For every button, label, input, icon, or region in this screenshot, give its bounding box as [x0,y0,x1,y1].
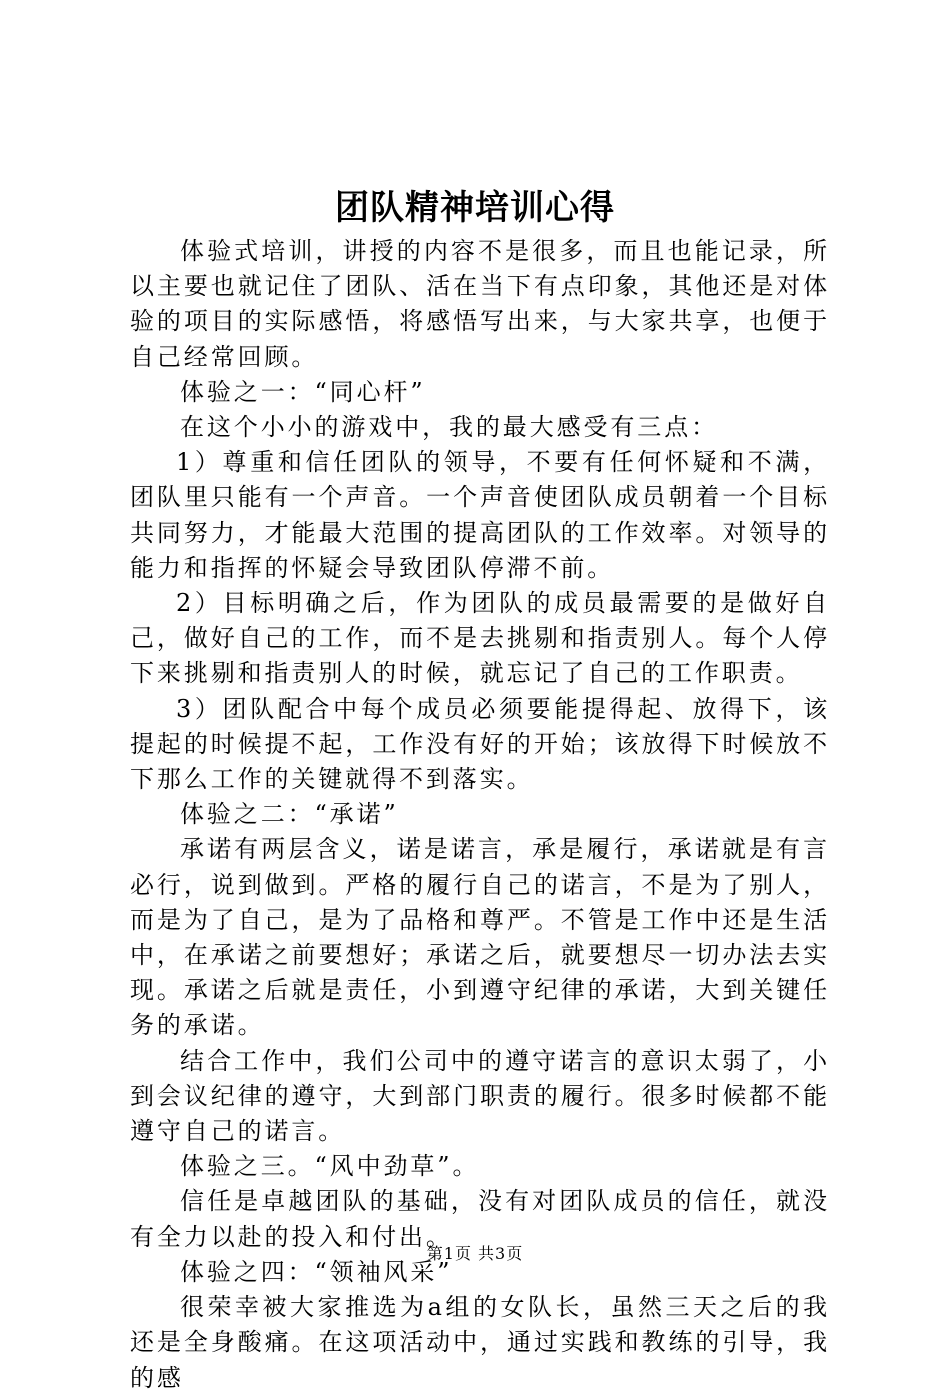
section-heading-2: 体验之二：“承诺” [180,800,399,829]
document-body [130,234,830,1396]
paragraph: 信任是卓越团队的基础，没有对团队成员的信任，就没有全力以赴的投入和付出。 [130,1187,830,1251]
section-heading-3: 体验之三。“风中劲草”。 [180,1152,480,1181]
paragraph: 很荣幸被大家推选为a组的女队长，虽然三天之后的我还是全身酸痛。在这项活动中，通过实践和教练的引导，我的感 [130,1293,830,1392]
list-item-3: 3）团队配合中每个成员必须要能提得起、放得下，该提起的时候提不起，工作没有好的开始；该放得下时候放不下那么工作的关键就得不到落实。 [130,694,830,794]
page-number: 第1页 共3页 [426,1244,524,1263]
document-title: 团队精神培训心得 [335,188,615,228]
paragraph: 结合工作中，我们公司中的遵守诺言的意识太弱了，小到会议纪律的遵守，大到部门职责的履行。很多时候都不能遵守自己的诺言。 [130,1046,830,1146]
list-item-1: 1）尊重和信任团队的领导，不要有任何怀疑和不满，团队里只能有一个声音。一个声音使团队成员朝着一个目标共同努力，才能最大范围的提高团队的工作效率。对领导的能力和指挥的怀疑会导致团队停滞不前。 [130,448,830,582]
list-item-2: 2）目标明确之后，作为团队的成员最需要的是做好自己，做好自己的工作，而不是去挑剔和指责别人。每个人停下来挑剔和指责别人的时候，就忘记了自己的工作职责。 [130,589,830,688]
paragraph: 在这个小小的游戏中，我的最大感受有三点： [180,413,718,442]
section-heading-1: 体验之一：“同心杆” [180,377,426,406]
paragraph-intro: 体验式培训，讲授的内容不是很多，而且也能记录，所以主要也就记住了团队、活在当下有点印象，其他还是对体验的项目的实际感悟，将感悟写出来，与大家共享，也便于自己经常回顾。 [130,237,830,371]
section-heading-4: 体验之四：“领袖风采” [180,1257,453,1286]
paragraph: 承诺有两层含义，诺是诺言，承是履行，承诺就是有言必行，说到做到。严格的履行自己的诺言，不是为了别人，而是为了自己，是为了品格和尊严。不管是工作中还是生活中，在承诺之前要想好；承诺之后，就要想尽一切办法去实现。承诺之后就是责任，小到遵守纪律的承诺，大到关键任务的承诺。 [130,835,830,1040]
